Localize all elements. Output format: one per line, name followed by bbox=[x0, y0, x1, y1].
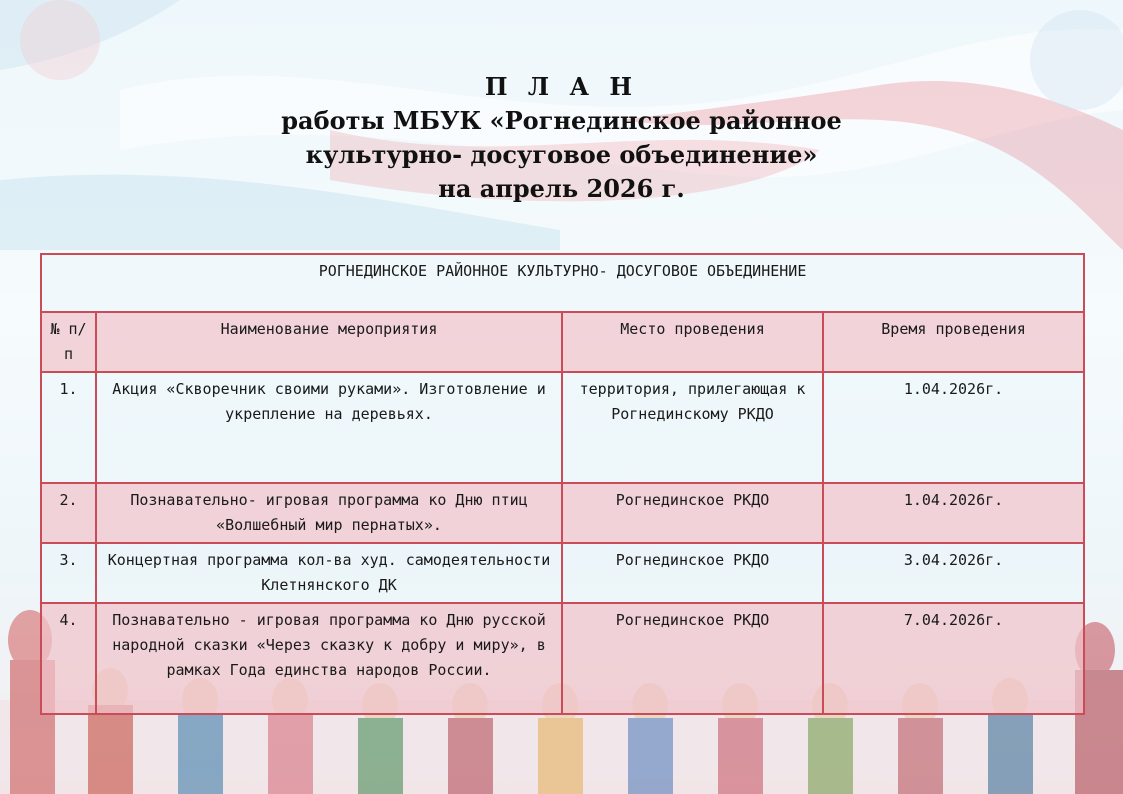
row-time: 3.04.2026г. bbox=[823, 543, 1084, 603]
title-plan: П Л А Н bbox=[484, 72, 639, 101]
row-place: Рогнединское РКДО bbox=[562, 543, 823, 603]
row-num: 2. bbox=[41, 483, 96, 543]
table-row bbox=[41, 543, 1084, 603]
organization-header: РОГНЕДИНСКОЕ РАЙОННОЕ КУЛЬТУРНО- ДОСУГОВОЕ ОБЪЕДИНЕНИЕ bbox=[41, 254, 1084, 312]
row-place: территория, прилегающая к Рогнединскому РКДО bbox=[562, 372, 823, 483]
row-time: 7.04.2026г. bbox=[823, 603, 1084, 714]
column-header-num: № п/п bbox=[41, 312, 96, 372]
row-num: 4. bbox=[41, 603, 96, 714]
document-title bbox=[0, 70, 1123, 206]
table-row bbox=[41, 372, 1084, 483]
row-num: 3. bbox=[41, 543, 96, 603]
column-header-place: Место проведения bbox=[562, 312, 823, 372]
column-header-name: Наименование мероприятия bbox=[96, 312, 562, 372]
row-name: Познавательно - игровая программа ко Дню русской народной сказки «Через сказку к добру и миру», в рамках Года единства народов России. bbox=[96, 603, 562, 714]
row-time: 1.04.2026г. bbox=[823, 372, 1084, 483]
title-line-organization: работы МБУК «Рогнединское районное bbox=[281, 106, 842, 135]
row-place: Рогнединское РКДО bbox=[562, 603, 823, 714]
row-name: Познавательно- игровая программа ко Дню птиц «Волшебный мир пернатых». bbox=[96, 483, 562, 543]
row-num: 1. bbox=[41, 372, 96, 483]
row-place: Рогнединское РКДО bbox=[562, 483, 823, 543]
row-name: Акция «Скворечник своими руками». Изготовление и укрепление на деревьях. bbox=[96, 372, 562, 483]
table-row bbox=[41, 603, 1084, 714]
table-row bbox=[41, 483, 1084, 543]
row-name: Концертная программа кол-ва худ. самодеятельности Клетнянского ДК bbox=[96, 543, 562, 603]
column-header-time: Время проведения bbox=[823, 312, 1084, 372]
title-line-organization-cont: культурно- досуговое объединение» bbox=[305, 140, 818, 169]
row-time: 1.04.2026г. bbox=[823, 483, 1084, 543]
events-table bbox=[40, 253, 1085, 715]
title-line-period: на апрель 2026 г. bbox=[438, 174, 685, 203]
